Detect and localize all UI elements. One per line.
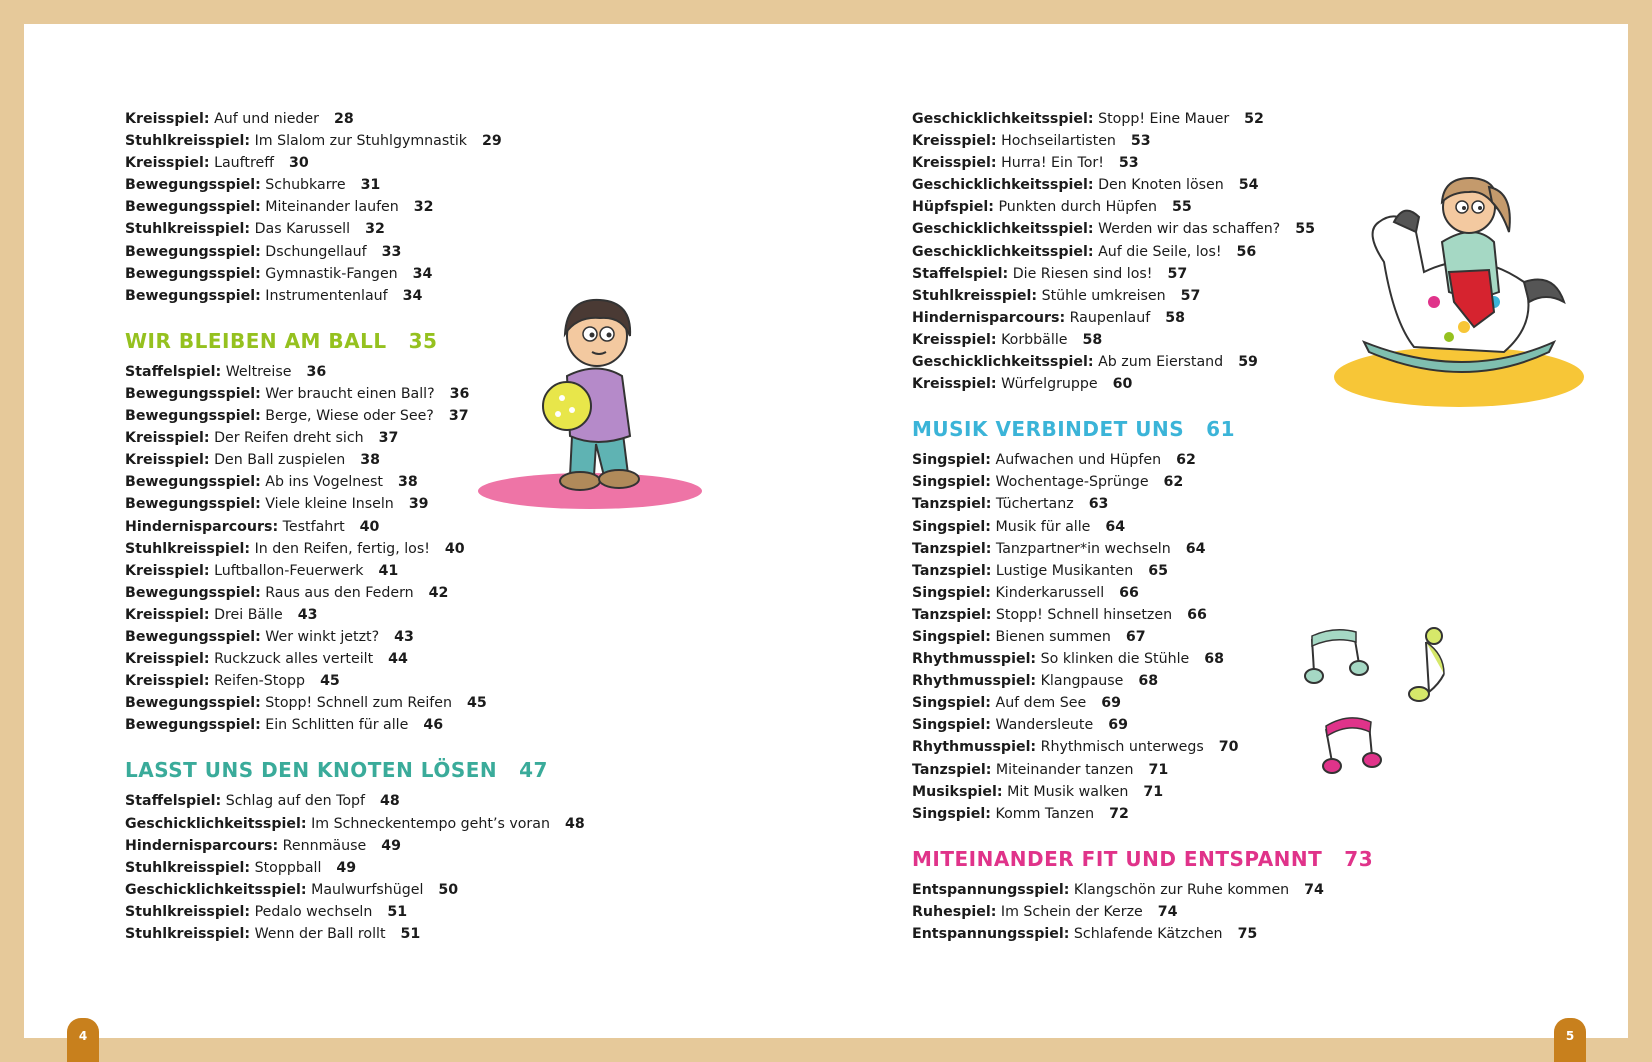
entry-title: Schlag auf den Topf bbox=[225, 793, 366, 810]
toc-entry bbox=[912, 560, 1382, 582]
toc-right-column bbox=[912, 108, 1382, 945]
entry-kind: Geschicklichkeitsspiel: bbox=[912, 111, 1094, 127]
toc-entry bbox=[912, 449, 1382, 471]
entry-title: Im Slalom zur Stuhlgymnastik bbox=[254, 133, 467, 150]
entry-kind: Tanzspiel: bbox=[912, 761, 992, 778]
entry-page: 71 bbox=[1143, 783, 1164, 800]
entry-title: Im Schein der Kerze bbox=[1000, 903, 1143, 920]
entry-title: Dschungellauf bbox=[265, 243, 367, 260]
entry-page: 68 bbox=[1138, 673, 1159, 690]
entry-title: Drei Bälle bbox=[214, 606, 283, 623]
entry-title: Das Karussell bbox=[254, 221, 351, 238]
entry-title: Der Reifen dreht sich bbox=[214, 430, 364, 447]
entry-title: Instrumentenlauf bbox=[265, 287, 388, 304]
toc-entry bbox=[125, 130, 685, 152]
entry-page: 43 bbox=[297, 606, 318, 623]
entry-title: Hurra! Ein Tor! bbox=[1001, 155, 1104, 172]
entry-kind: Kreisspiel: bbox=[125, 430, 210, 447]
entry-title: Miteinander tanzen bbox=[995, 761, 1134, 778]
entry-kind: Tanzspiel: bbox=[912, 496, 992, 513]
entry-title: Klangpause bbox=[1040, 673, 1124, 690]
entry-page: 64 bbox=[1105, 518, 1126, 535]
entry-kind: Entspannungsspiel: bbox=[912, 881, 1070, 898]
entry-kind: Bewegungsspiel: bbox=[125, 199, 261, 216]
toc-entry bbox=[912, 196, 1382, 218]
entry-page: 36 bbox=[306, 363, 327, 380]
toc-entry bbox=[125, 241, 685, 263]
entry-page: 74 bbox=[1304, 881, 1324, 898]
toc-entry bbox=[125, 516, 685, 538]
entry-title: So klinken die Stühle bbox=[1040, 651, 1190, 668]
toc-entry bbox=[125, 174, 685, 196]
entry-title: Klangschön zur Ruhe kommen bbox=[1073, 881, 1290, 898]
entry-title: Ruckzuck alles verteilt bbox=[214, 651, 374, 668]
entry-title: Viele kleine Inseln bbox=[265, 496, 394, 513]
entry-page: 58 bbox=[1165, 309, 1185, 326]
entry-page: 42 bbox=[428, 584, 449, 601]
entry-page: 37 bbox=[448, 408, 469, 425]
entry-page: 32 bbox=[413, 199, 434, 216]
entry-kind: Geschicklichkeitsspiel: bbox=[912, 221, 1094, 238]
entry-page: 48 bbox=[564, 815, 585, 832]
entry-page: 38 bbox=[360, 452, 380, 469]
entry-kind: Kreisspiel: bbox=[912, 133, 997, 150]
entry-page: 31 bbox=[360, 177, 381, 194]
entry-page: 30 bbox=[289, 155, 309, 172]
entry-title: Stoppball bbox=[254, 859, 322, 876]
toc-entry bbox=[912, 285, 1382, 307]
entry-title: Wenn der Ball rollt bbox=[254, 926, 386, 942]
entry-page: 51 bbox=[387, 903, 408, 920]
entry-title: Den Knoten lösen bbox=[1098, 177, 1224, 194]
entry-page: 40 bbox=[359, 518, 380, 535]
entry-page: 49 bbox=[381, 837, 401, 854]
entry-kind: Geschicklichkeitsspiel: bbox=[912, 243, 1094, 260]
toc-entry bbox=[912, 516, 1382, 538]
entry-title: Den Ball zuspielen bbox=[214, 452, 346, 469]
entry-kind: Hüpfspiel: bbox=[912, 199, 994, 216]
entry-title: Hochseilartisten bbox=[1001, 133, 1116, 150]
section-heading-entspannt bbox=[912, 844, 1382, 874]
toc-entry bbox=[125, 218, 685, 240]
entry-page: 53 bbox=[1130, 133, 1151, 150]
section-title: WIR BLEIBEN AM BALL bbox=[125, 328, 387, 353]
toc-list-knoten bbox=[125, 790, 685, 945]
entry-title: Stopp! Eine Mauer bbox=[1098, 111, 1230, 127]
entry-kind: Stuhlkreisspiel: bbox=[912, 287, 1038, 304]
entry-title: Luftballon-Feuerwerk bbox=[214, 562, 364, 579]
entry-page: 67 bbox=[1125, 628, 1146, 645]
entry-page: 60 bbox=[1112, 376, 1133, 393]
entry-title: Komm Tanzen bbox=[995, 805, 1095, 822]
entry-title: Tanzpartner*in wechseln bbox=[995, 540, 1171, 557]
entry-title: Auf und nieder bbox=[214, 111, 319, 127]
entry-title: Kinderkarussell bbox=[995, 584, 1105, 601]
toc-entry bbox=[912, 538, 1382, 560]
entry-title: Lauftreff bbox=[214, 155, 274, 172]
section-title: MITEINANDER FIT UND ENTSPANNT bbox=[912, 846, 1323, 871]
entry-page: 69 bbox=[1101, 695, 1121, 712]
entry-kind: Kreisspiel: bbox=[912, 155, 997, 172]
entry-title: Auf dem See bbox=[995, 695, 1087, 712]
entry-page: 66 bbox=[1119, 584, 1139, 601]
toc-entry bbox=[912, 218, 1382, 240]
page-number-right: 5 bbox=[1554, 1018, 1586, 1062]
entry-page: 68 bbox=[1204, 651, 1225, 668]
toc-entry bbox=[125, 670, 685, 692]
entry-page: 74 bbox=[1157, 903, 1178, 920]
section-heading-knoten bbox=[125, 755, 685, 785]
toc-list-left-top bbox=[125, 108, 685, 307]
entry-kind: Hindernisparcours: bbox=[125, 837, 279, 854]
entry-page: 66 bbox=[1187, 606, 1207, 623]
entry-page: 38 bbox=[397, 474, 418, 491]
entry-page: 75 bbox=[1237, 926, 1258, 942]
toc-entry bbox=[912, 329, 1382, 351]
entry-page: 72 bbox=[1109, 805, 1129, 822]
entry-kind: Ruhespiel: bbox=[912, 903, 997, 920]
toc-entry bbox=[912, 307, 1382, 329]
toc-entry bbox=[125, 790, 685, 812]
entry-kind: Staffelspiel: bbox=[912, 265, 1009, 282]
entry-title: Raupenlauf bbox=[1069, 309, 1151, 326]
entry-page: 52 bbox=[1244, 111, 1264, 127]
entry-title: Wochentage-Sprünge bbox=[995, 474, 1149, 491]
toc-entry bbox=[912, 174, 1382, 196]
girl-on-rocking-horse-illustration bbox=[1324, 152, 1594, 422]
entry-page: 54 bbox=[1238, 177, 1259, 194]
entry-page: 71 bbox=[1148, 761, 1169, 778]
entry-title: Miteinander laufen bbox=[265, 199, 399, 216]
entry-page: 32 bbox=[365, 221, 385, 238]
toc-entry bbox=[125, 692, 685, 714]
entry-kind: Bewegungsspiel: bbox=[125, 628, 261, 645]
entry-page: 43 bbox=[394, 628, 414, 645]
entry-title: Wandersleute bbox=[995, 717, 1094, 734]
toc-list-right-top bbox=[912, 108, 1382, 395]
entry-title: Wer winkt jetzt? bbox=[265, 628, 380, 645]
toc-entry bbox=[912, 471, 1382, 493]
section-page: 61 bbox=[1206, 417, 1236, 442]
entry-kind: Staffelspiel: bbox=[125, 793, 222, 810]
entry-kind: Bewegungsspiel: bbox=[125, 584, 261, 601]
entry-kind: Kreisspiel: bbox=[912, 376, 997, 393]
entry-page: 55 bbox=[1295, 221, 1315, 238]
entry-kind: Kreisspiel: bbox=[125, 651, 210, 668]
entry-kind: Singspiel: bbox=[912, 474, 991, 491]
entry-title: Korbbälle bbox=[1001, 331, 1068, 348]
entry-kind: Stuhlkreisspiel: bbox=[125, 221, 251, 238]
entry-kind: Bewegungsspiel: bbox=[125, 385, 261, 402]
entry-kind: Staffelspiel: bbox=[125, 363, 222, 380]
section-title: MUSIK VERBINDET UNS bbox=[912, 417, 1185, 442]
section-page: 47 bbox=[519, 758, 548, 783]
entry-page: 45 bbox=[320, 673, 340, 690]
entry-kind: Rhythmusspiel: bbox=[912, 673, 1037, 690]
toc-entry bbox=[125, 648, 685, 670]
entry-kind: Singspiel: bbox=[912, 628, 991, 645]
entry-title: Bienen summen bbox=[995, 628, 1111, 645]
entry-page: 49 bbox=[336, 859, 357, 876]
toc-entry bbox=[125, 582, 685, 604]
entry-kind: Singspiel: bbox=[912, 717, 991, 734]
entry-title: Lustige Musikanten bbox=[995, 562, 1134, 579]
entry-page: 62 bbox=[1176, 452, 1196, 469]
toc-entry bbox=[912, 241, 1382, 263]
toc-entry bbox=[125, 714, 685, 736]
entry-page: 48 bbox=[380, 793, 400, 810]
entry-page: 33 bbox=[381, 243, 402, 260]
entry-title: Die Riesen sind los! bbox=[1012, 265, 1153, 282]
entry-kind: Tanzspiel: bbox=[912, 562, 992, 579]
toc-entry bbox=[912, 130, 1382, 152]
entry-page: 53 bbox=[1118, 155, 1139, 172]
entry-page: 58 bbox=[1082, 331, 1103, 348]
entry-title: Pedalo wechseln bbox=[254, 903, 373, 920]
entry-kind: Geschicklichkeitsspiel: bbox=[125, 815, 307, 832]
section-page: 73 bbox=[1344, 846, 1374, 871]
entry-page: 29 bbox=[481, 133, 502, 150]
entry-title: Raus aus den Federn bbox=[265, 584, 414, 601]
toc-entry bbox=[125, 813, 685, 835]
boy-with-ball-illustration bbox=[472, 286, 712, 516]
entry-page: 64 bbox=[1185, 540, 1206, 557]
entry-kind: Bewegungsspiel: bbox=[125, 265, 261, 282]
entry-kind: Tanzspiel: bbox=[912, 540, 992, 557]
entry-title: Musik für alle bbox=[995, 518, 1091, 535]
toc-entry bbox=[125, 538, 685, 560]
entry-kind: Singspiel: bbox=[912, 805, 991, 822]
entry-kind: Stuhlkreisspiel: bbox=[125, 133, 251, 150]
entry-kind: Bewegungsspiel: bbox=[125, 695, 261, 712]
toc-entry bbox=[125, 879, 685, 901]
entry-title: Stühle umkreisen bbox=[1041, 287, 1166, 304]
entry-page: 34 bbox=[412, 265, 433, 282]
entry-title: Berge, Wiese oder See? bbox=[265, 408, 434, 425]
entry-kind: Rhythmusspiel: bbox=[912, 739, 1037, 756]
section-title: LASST UNS DEN KNOTEN LÖSEN bbox=[125, 758, 498, 783]
entry-page: 55 bbox=[1171, 199, 1192, 216]
toc-left-column bbox=[125, 108, 685, 945]
entry-kind: Stuhlkreisspiel: bbox=[125, 926, 251, 942]
entry-page: 46 bbox=[423, 717, 444, 734]
entry-title: Im Schneckentempo geht’s voran bbox=[311, 815, 550, 832]
entry-page: 50 bbox=[438, 881, 459, 898]
entry-kind: Rhythmusspiel: bbox=[912, 651, 1037, 668]
entry-kind: Stuhlkreisspiel: bbox=[125, 540, 251, 557]
entry-kind: Bewegungsspiel: bbox=[125, 717, 261, 734]
entry-page: 45 bbox=[467, 695, 487, 712]
entry-kind: Geschicklichkeitsspiel: bbox=[125, 881, 307, 898]
entry-page: 51 bbox=[400, 926, 421, 942]
entry-title: Gymnastik-Fangen bbox=[265, 265, 398, 282]
entry-page: 34 bbox=[402, 287, 423, 304]
entry-page: 44 bbox=[388, 651, 408, 668]
entry-page: 57 bbox=[1167, 265, 1188, 282]
entry-title: Mit Musik walken bbox=[1007, 783, 1129, 800]
toc-entry bbox=[125, 923, 685, 945]
entry-page: 41 bbox=[378, 562, 399, 579]
entry-title: Stopp! Schnell hinsetzen bbox=[995, 606, 1173, 623]
entry-kind: Stuhlkreisspiel: bbox=[125, 859, 251, 876]
entry-page: 56 bbox=[1236, 243, 1257, 260]
entry-kind: Kreisspiel: bbox=[125, 452, 210, 469]
entry-kind: Singspiel: bbox=[912, 518, 991, 535]
entry-title: Tüchertanz bbox=[995, 496, 1074, 513]
entry-title: Ab ins Vogelnest bbox=[265, 474, 383, 491]
entry-title: Ein Schlitten für alle bbox=[265, 717, 409, 734]
toc-entry bbox=[912, 923, 1382, 945]
entry-kind: Bewegungsspiel: bbox=[125, 243, 261, 260]
section-page: 35 bbox=[408, 328, 438, 353]
entry-kind: Hindernisparcours: bbox=[912, 309, 1066, 326]
entry-title: Rhythmisch unterwegs bbox=[1040, 739, 1204, 756]
toc-entry bbox=[912, 351, 1382, 373]
entry-kind: Bewegungsspiel: bbox=[125, 408, 261, 425]
entry-page: 57 bbox=[1180, 287, 1201, 304]
toc-entry bbox=[125, 857, 685, 879]
toc-entry bbox=[912, 373, 1382, 395]
entry-page: 63 bbox=[1088, 496, 1109, 513]
entry-kind: Tanzspiel: bbox=[912, 606, 992, 623]
section-heading-musik bbox=[912, 414, 1382, 444]
toc-entry bbox=[912, 493, 1382, 515]
entry-title: Schlafende Kätzchen bbox=[1073, 926, 1223, 942]
entry-kind: Entspannungsspiel: bbox=[912, 926, 1070, 942]
entry-page: 37 bbox=[378, 430, 399, 447]
music-notes-illustration bbox=[1304, 624, 1484, 804]
toc-entry bbox=[912, 263, 1382, 285]
entry-kind: Hindernisparcours: bbox=[125, 518, 279, 535]
entry-kind: Bewegungsspiel: bbox=[125, 287, 261, 304]
toc-entry bbox=[125, 626, 685, 648]
entry-kind: Singspiel: bbox=[912, 695, 991, 712]
entry-page: 65 bbox=[1148, 562, 1168, 579]
entry-kind: Kreisspiel: bbox=[125, 155, 210, 172]
entry-title: Werden wir das schaffen? bbox=[1098, 221, 1281, 238]
entry-title: Testfahrt bbox=[282, 518, 345, 535]
entry-page: 39 bbox=[408, 496, 429, 513]
entry-page: 70 bbox=[1218, 739, 1239, 756]
entry-title: Auf die Seile, los! bbox=[1098, 243, 1222, 260]
entry-kind: Geschicklichkeitsspiel: bbox=[912, 177, 1094, 194]
entry-title: Stopp! Schnell zum Reifen bbox=[265, 695, 453, 712]
toc-entry bbox=[125, 108, 685, 130]
entry-title: Aufwachen und Hüpfen bbox=[995, 452, 1162, 469]
entry-title: Reifen-Stopp bbox=[214, 673, 306, 690]
entry-title: Schubkarre bbox=[265, 177, 346, 194]
toc-entry bbox=[912, 108, 1382, 130]
entry-kind: Singspiel: bbox=[912, 584, 991, 601]
entry-title: Würfelgruppe bbox=[1001, 376, 1098, 393]
toc-entry bbox=[912, 152, 1382, 174]
book-spread bbox=[24, 24, 1628, 1038]
entry-title: Ab zum Eierstand bbox=[1098, 354, 1224, 371]
entry-kind: Kreisspiel: bbox=[125, 562, 210, 579]
entry-kind: Bewegungsspiel: bbox=[125, 474, 261, 491]
toc-entry bbox=[125, 835, 685, 857]
entry-kind: Kreisspiel: bbox=[125, 111, 210, 127]
entry-kind: Kreisspiel: bbox=[125, 606, 210, 623]
toc-entry bbox=[125, 152, 685, 174]
entry-title: Weltreise bbox=[225, 363, 292, 380]
toc-entry bbox=[912, 901, 1382, 923]
toc-entry bbox=[125, 196, 685, 218]
entry-kind: Stuhlkreisspiel: bbox=[125, 903, 251, 920]
entry-kind: Singspiel: bbox=[912, 452, 991, 469]
entry-page: 28 bbox=[334, 111, 354, 127]
entry-title: Punkten durch Hüpfen bbox=[998, 199, 1157, 216]
entry-kind: Bewegungsspiel: bbox=[125, 496, 261, 513]
toc-entry bbox=[912, 582, 1382, 604]
entry-kind: Bewegungsspiel: bbox=[125, 177, 261, 194]
toc-entry bbox=[912, 803, 1382, 825]
page-number-left: 4 bbox=[67, 1018, 99, 1062]
toc-entry bbox=[125, 560, 685, 582]
toc-entry bbox=[912, 879, 1382, 901]
entry-kind: Kreisspiel: bbox=[125, 673, 210, 690]
entry-page: 59 bbox=[1238, 354, 1258, 371]
toc-entry bbox=[125, 604, 685, 626]
entry-kind: Musikspiel: bbox=[912, 783, 1003, 800]
entry-page: 62 bbox=[1163, 474, 1184, 491]
entry-kind: Kreisspiel: bbox=[912, 331, 997, 348]
entry-title: Rennmäuse bbox=[282, 837, 367, 854]
toc-list-entspannt bbox=[912, 879, 1382, 945]
entry-title: Wer braucht einen Ball? bbox=[265, 385, 435, 402]
toc-entry bbox=[125, 901, 685, 923]
entry-page: 40 bbox=[444, 540, 465, 557]
toc-entry bbox=[912, 604, 1382, 626]
entry-page: 36 bbox=[449, 385, 470, 402]
entry-title: In den Reifen, fertig, los! bbox=[254, 540, 430, 557]
toc-entry bbox=[125, 263, 685, 285]
entry-title: Maulwurfshügel bbox=[311, 881, 424, 898]
entry-kind: Geschicklichkeitsspiel: bbox=[912, 354, 1094, 371]
entry-page: 69 bbox=[1108, 717, 1128, 734]
